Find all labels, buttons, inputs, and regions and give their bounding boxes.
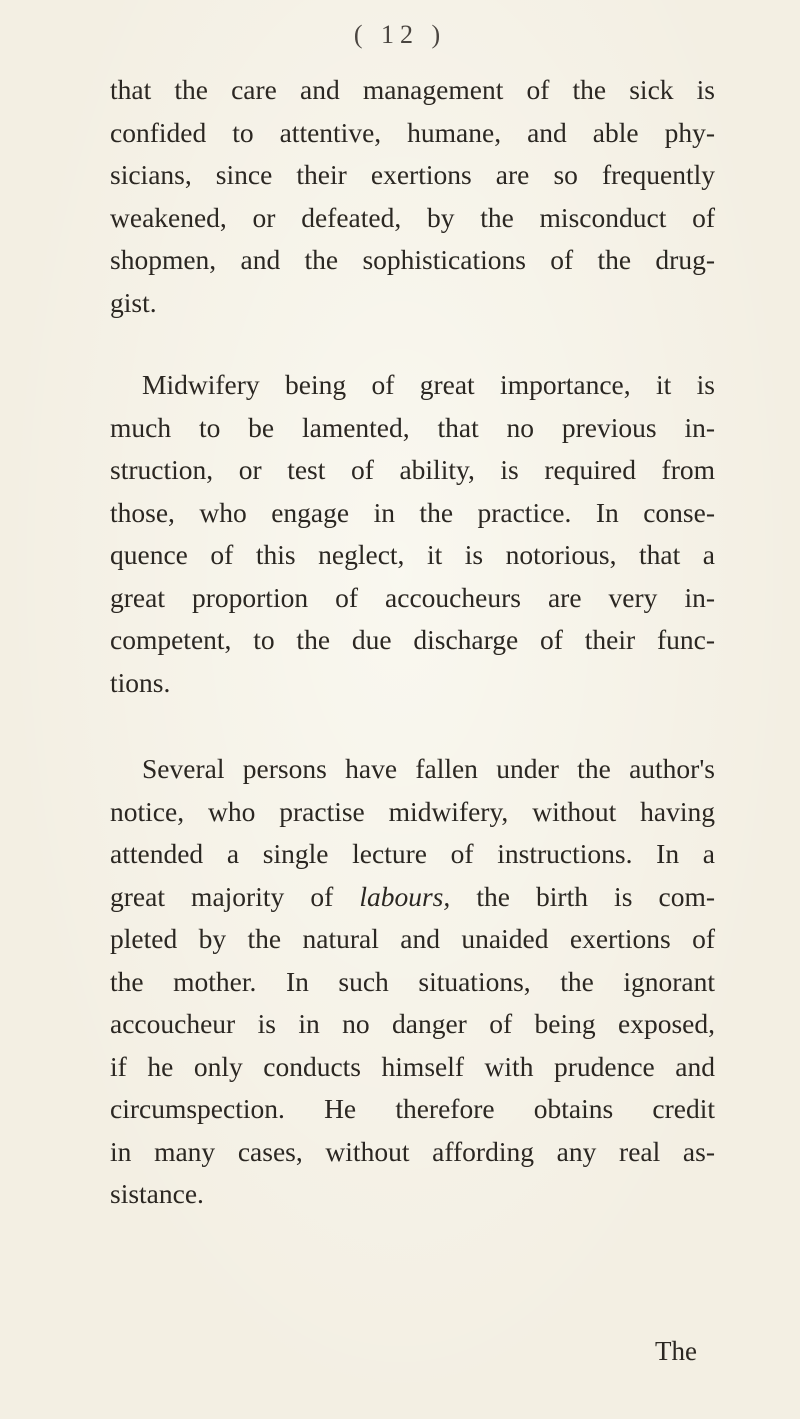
text-line: weakened, or defeated, by the misconduct of: [110, 201, 715, 233]
paragraph-3: [110, 748, 715, 1216]
text-line: accoucheur is in no danger of being exposed,: [110, 1008, 715, 1039]
text-segment: great majority of: [110, 880, 334, 912]
text-line: competent, to the due discharge of their func-: [110, 624, 715, 655]
italic-word: labours,: [359, 880, 451, 912]
paragraph-spacer: [110, 704, 715, 748]
paragraph-spacer: [110, 324, 715, 364]
paragraph-1: [110, 69, 715, 324]
text-segment: the birth is com-: [476, 880, 715, 912]
text-line: confided to attentive, humane, and able phy-: [110, 116, 715, 148]
text-line: those, who engage in the practice. In conse-: [110, 496, 715, 528]
text-line-with-italic: [110, 876, 715, 919]
body-text: [110, 69, 715, 1216]
catchword: The: [655, 1336, 697, 1366]
text-line: notice, who practise midwifery, without having: [110, 795, 715, 827]
page-number: ( 12 ): [353, 20, 447, 49]
text-line: great proportion of accoucheurs are very in-: [110, 581, 715, 613]
text-line: sistance.: [110, 1178, 204, 1209]
text-line: in many cases, without affording any real as-: [110, 1135, 715, 1167]
text-line: much to be lamented, that no previous in-: [110, 411, 715, 443]
text-line: that the care and management of the sick is: [110, 74, 715, 105]
text-line: if he only conducts himself with prudence and: [110, 1050, 715, 1082]
text-line: quence of this neglect, it is notorious, that a: [110, 539, 715, 570]
text-line: circumspection. He therefore obtains credit: [110, 1093, 715, 1124]
text-line: Midwifery being of great importance, it is: [142, 369, 715, 400]
text-line: shopmen, and the sophistications of the drug-: [110, 244, 715, 275]
text-line: struction, or test of ability, is required from: [110, 454, 715, 485]
text-line: sicians, since their exertions are so frequently: [110, 159, 715, 190]
text-line: attended a single lecture of instructions. In a: [110, 838, 715, 869]
text-line: Several persons have fallen under the author's: [142, 753, 715, 784]
text-line: tions.: [110, 666, 171, 698]
text-line: gist.: [110, 286, 157, 318]
text-line: the mother. In such situations, the ignorant: [110, 965, 715, 997]
paragraph-2: [110, 364, 715, 704]
text-line: pleted by the natural and unaided exertions of: [110, 923, 715, 954]
